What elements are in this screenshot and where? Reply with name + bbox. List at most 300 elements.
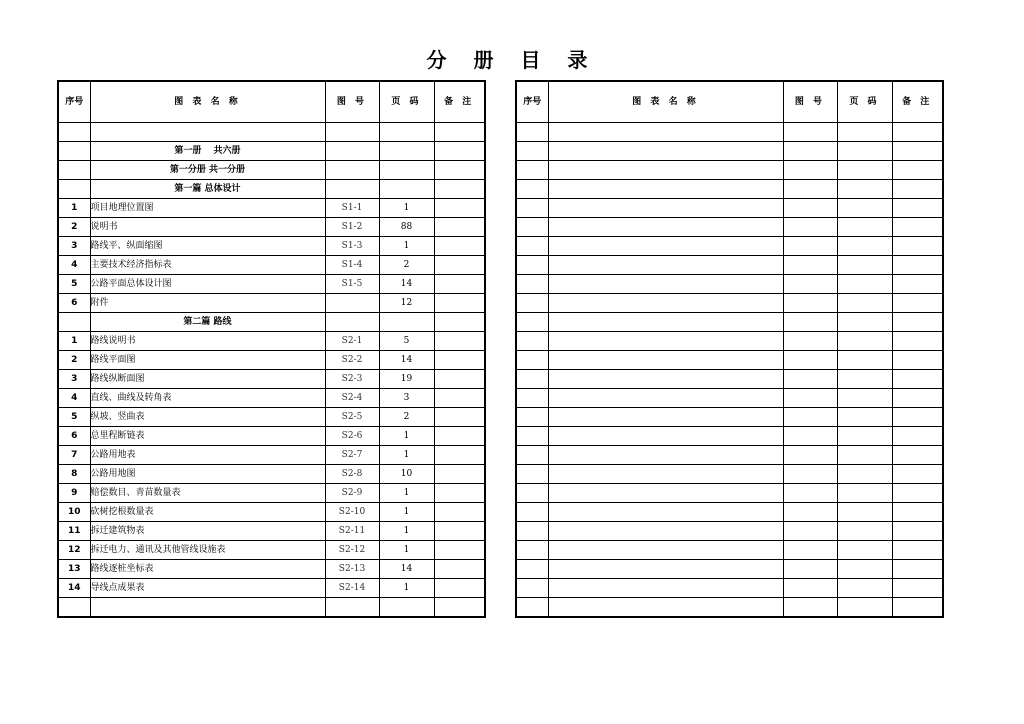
empty-cell [892, 123, 943, 142]
note-cell [434, 275, 485, 294]
page-cell: 1 [379, 522, 434, 541]
page-cell: 88 [379, 218, 434, 237]
empty-cell [837, 579, 892, 598]
section-title-cell: 第一册 共六册 [90, 142, 325, 161]
page-cell: 1 [379, 503, 434, 522]
section-title-cell: 第一分册 共一分册 [90, 161, 325, 180]
empty-cell [837, 598, 892, 618]
empty-cell [892, 465, 943, 484]
empty-cell [516, 332, 548, 351]
page-cell: 5 [379, 332, 434, 351]
empty-cell [516, 199, 548, 218]
empty-row [516, 522, 943, 541]
empty-cell [548, 351, 783, 370]
empty-cell [548, 465, 783, 484]
page-cell [379, 313, 434, 332]
empty-cell [837, 427, 892, 446]
empty-cell [837, 218, 892, 237]
table-row [58, 275, 485, 294]
page-cell [379, 142, 434, 161]
code-cell: S2-6 [325, 427, 379, 446]
seq-cell: 13 [58, 560, 90, 579]
empty-cell [783, 123, 837, 142]
table-row [58, 427, 485, 446]
table-row [58, 389, 485, 408]
empty-cell [516, 408, 548, 427]
code-cell: S2-5 [325, 408, 379, 427]
empty-cell [837, 484, 892, 503]
seq-cell: 5 [58, 408, 90, 427]
empty-cell [548, 123, 783, 142]
empty-cell [548, 560, 783, 579]
seq-cell: 12 [58, 541, 90, 560]
empty-cell [837, 237, 892, 256]
seq-cell: 14 [58, 579, 90, 598]
name-cell: 项目地理位置图 [90, 199, 325, 218]
empty-row [516, 256, 943, 275]
empty-row [516, 237, 943, 256]
code-cell: S2-7 [325, 446, 379, 465]
empty-cell [516, 465, 548, 484]
empty-row [516, 408, 943, 427]
empty-cell [892, 161, 943, 180]
empty-cell [783, 427, 837, 446]
empty-cell [892, 237, 943, 256]
page-cell: 14 [379, 275, 434, 294]
col-seq-header: 序号 [58, 81, 90, 123]
empty-row [516, 541, 943, 560]
empty-cell [837, 503, 892, 522]
code-cell: S2-11 [325, 522, 379, 541]
empty-cell [892, 408, 943, 427]
empty-cell [837, 294, 892, 313]
empty-cell [548, 313, 783, 332]
empty-cell [548, 408, 783, 427]
empty-cell [516, 560, 548, 579]
empty-cell [837, 199, 892, 218]
empty-cell [548, 256, 783, 275]
empty-cell [837, 180, 892, 199]
page-cell: 1 [379, 237, 434, 256]
empty-cell [837, 332, 892, 351]
table-header-row [58, 81, 485, 123]
page-cell [379, 161, 434, 180]
empty-row [516, 484, 943, 503]
empty-row [516, 199, 943, 218]
empty-cell [783, 560, 837, 579]
note-cell [434, 199, 485, 218]
name-cell: 说明书 [90, 218, 325, 237]
empty-cell [783, 503, 837, 522]
note-cell [434, 522, 485, 541]
table-row [58, 484, 485, 503]
empty-cell [783, 237, 837, 256]
empty-row [516, 465, 943, 484]
empty-cell [892, 484, 943, 503]
empty-cell [783, 161, 837, 180]
empty-cell [516, 484, 548, 503]
empty-cell [783, 218, 837, 237]
empty-cell [548, 370, 783, 389]
page-title: 分 册 目 录 [426, 48, 598, 72]
seq-cell: 1 [58, 199, 90, 218]
empty-cell [516, 370, 548, 389]
empty-row [516, 142, 943, 161]
page-cell: 14 [379, 351, 434, 370]
empty-cell [516, 256, 548, 275]
name-cell [90, 123, 325, 142]
empty-row [516, 313, 943, 332]
page-cell: 12 [379, 294, 434, 313]
empty-cell [548, 332, 783, 351]
code-cell [325, 123, 379, 142]
code-cell [325, 161, 379, 180]
empty-cell [548, 294, 783, 313]
note-cell [434, 237, 485, 256]
empty-row [516, 579, 943, 598]
empty-cell [892, 180, 943, 199]
seq-cell: 5 [58, 275, 90, 294]
name-cell: 公路用地图 [90, 465, 325, 484]
empty-cell [783, 313, 837, 332]
empty-row [516, 275, 943, 294]
empty-row [516, 598, 943, 618]
empty-cell [892, 199, 943, 218]
empty-row [516, 389, 943, 408]
seq-cell: 2 [58, 351, 90, 370]
code-cell: S2-2 [325, 351, 379, 370]
table-row [58, 351, 485, 370]
page-cell: 10 [379, 465, 434, 484]
empty-cell [892, 427, 943, 446]
empty-cell [783, 142, 837, 161]
note-cell [434, 332, 485, 351]
page-cell: 1 [379, 446, 434, 465]
index-table-left [57, 80, 486, 618]
empty-cell [516, 294, 548, 313]
note-cell [434, 560, 485, 579]
code-cell [325, 598, 379, 618]
page-cell [379, 598, 434, 618]
empty-cell [783, 351, 837, 370]
note-cell [434, 408, 485, 427]
name-cell: 路线逐桩坐标表 [90, 560, 325, 579]
empty-cell [892, 560, 943, 579]
table-row [58, 560, 485, 579]
code-cell: S2-14 [325, 579, 379, 598]
note-cell [434, 598, 485, 618]
table-row [58, 256, 485, 275]
empty-cell [516, 313, 548, 332]
page-cell: 1 [379, 199, 434, 218]
table-row [58, 370, 485, 389]
note-cell [434, 218, 485, 237]
code-cell: S2-12 [325, 541, 379, 560]
code-cell [325, 142, 379, 161]
table-row [58, 199, 485, 218]
empty-cell [516, 142, 548, 161]
empty-cell [516, 123, 548, 142]
empty-cell [892, 522, 943, 541]
empty-cell [892, 503, 943, 522]
empty-cell [548, 199, 783, 218]
name-cell: 导线点成果表 [90, 579, 325, 598]
empty-cell [783, 541, 837, 560]
table-row [58, 579, 485, 598]
table-row [58, 332, 485, 351]
empty-cell [516, 389, 548, 408]
code-cell: S1-1 [325, 199, 379, 218]
empty-cell [892, 579, 943, 598]
page-cell: 14 [379, 560, 434, 579]
empty-cell [892, 351, 943, 370]
table-row [58, 408, 485, 427]
section-title-cell: 第一篇 总体设计 [90, 180, 325, 199]
section-title-cell: 第二篇 路线 [90, 313, 325, 332]
empty-cell [892, 142, 943, 161]
empty-cell [548, 161, 783, 180]
seq-cell [58, 313, 90, 332]
seq-cell [58, 180, 90, 199]
page-cell: 2 [379, 408, 434, 427]
seq-cell: 6 [58, 294, 90, 313]
empty-cell [837, 313, 892, 332]
empty-cell [548, 180, 783, 199]
empty-cell [837, 351, 892, 370]
seq-cell: 1 [58, 332, 90, 351]
empty-cell [837, 370, 892, 389]
empty-cell [783, 370, 837, 389]
name-cell: 拆迁建筑物表 [90, 522, 325, 541]
empty-cell [837, 275, 892, 294]
page-cell: 19 [379, 370, 434, 389]
empty-cell [548, 237, 783, 256]
empty-cell [548, 218, 783, 237]
page-cell: 1 [379, 484, 434, 503]
seq-cell: 6 [58, 427, 90, 446]
code-cell: S1-5 [325, 275, 379, 294]
empty-cell [892, 389, 943, 408]
note-cell [434, 484, 485, 503]
code-cell: S1-3 [325, 237, 379, 256]
empty-cell [783, 199, 837, 218]
empty-cell [783, 484, 837, 503]
code-cell: S2-8 [325, 465, 379, 484]
empty-cell [892, 370, 943, 389]
empty-cell [783, 446, 837, 465]
name-cell: 拆迁电力、通讯及其他管线设施表 [90, 541, 325, 560]
seq-cell: 7 [58, 446, 90, 465]
seq-cell: 3 [58, 370, 90, 389]
empty-row [516, 123, 943, 142]
empty-cell [548, 275, 783, 294]
empty-cell [837, 161, 892, 180]
empty-cell [783, 408, 837, 427]
section-header-row [58, 161, 485, 180]
note-cell [434, 256, 485, 275]
empty-cell [783, 332, 837, 351]
code-cell: S2-9 [325, 484, 379, 503]
empty-cell [516, 579, 548, 598]
code-cell [325, 294, 379, 313]
seq-cell: 4 [58, 256, 90, 275]
empty-row [516, 332, 943, 351]
empty-cell [783, 522, 837, 541]
empty-cell [548, 446, 783, 465]
col-note-header: 备 注 [892, 81, 943, 123]
empty-row [516, 161, 943, 180]
name-cell: 赔偿数目、青苗数量表 [90, 484, 325, 503]
page-cell: 1 [379, 427, 434, 446]
col-seq-header: 序号 [516, 81, 548, 123]
empty-cell [548, 142, 783, 161]
seq-cell: 10 [58, 503, 90, 522]
empty-row [516, 351, 943, 370]
seq-cell [58, 161, 90, 180]
note-cell [434, 503, 485, 522]
table-row [58, 237, 485, 256]
name-cell: 主要技术经济指标表 [90, 256, 325, 275]
empty-cell [548, 598, 783, 618]
empty-cell [837, 389, 892, 408]
empty-cell [837, 465, 892, 484]
empty-cell [783, 256, 837, 275]
seq-cell: 8 [58, 465, 90, 484]
name-cell: 总里程断链表 [90, 427, 325, 446]
name-cell: 路线纵断面图 [90, 370, 325, 389]
empty-cell [892, 275, 943, 294]
empty-cell [783, 598, 837, 618]
empty-row [516, 503, 943, 522]
empty-cell [548, 522, 783, 541]
page-cell: 3 [379, 389, 434, 408]
note-cell [434, 389, 485, 408]
empty-cell [837, 560, 892, 579]
empty-row [516, 446, 943, 465]
note-cell [434, 313, 485, 332]
table-row [58, 503, 485, 522]
code-cell [325, 313, 379, 332]
empty-row [516, 180, 943, 199]
empty-cell [783, 275, 837, 294]
name-cell: 路线说明书 [90, 332, 325, 351]
seq-cell: 4 [58, 389, 90, 408]
page-cell: 2 [379, 256, 434, 275]
code-cell: S2-1 [325, 332, 379, 351]
col-page-header: 页 码 [379, 81, 434, 123]
seq-cell: 9 [58, 484, 90, 503]
table-row [58, 446, 485, 465]
empty-cell [892, 218, 943, 237]
empty-row [516, 427, 943, 446]
code-cell: S2-4 [325, 389, 379, 408]
empty-cell [892, 541, 943, 560]
empty-cell [548, 427, 783, 446]
empty-cell [892, 313, 943, 332]
empty-cell [892, 294, 943, 313]
blank-row [58, 123, 485, 142]
empty-cell [837, 123, 892, 142]
name-cell [90, 598, 325, 618]
empty-cell [837, 446, 892, 465]
empty-cell [837, 256, 892, 275]
empty-cell [548, 484, 783, 503]
empty-cell [516, 351, 548, 370]
empty-cell [516, 237, 548, 256]
name-cell: 路线平、纵面缩图 [90, 237, 325, 256]
empty-row [516, 560, 943, 579]
col-note-header: 备 注 [434, 81, 485, 123]
empty-cell [892, 332, 943, 351]
empty-cell [548, 389, 783, 408]
seq-cell [58, 598, 90, 618]
empty-cell [516, 598, 548, 618]
empty-cell [783, 294, 837, 313]
empty-cell [548, 503, 783, 522]
name-cell: 附件 [90, 294, 325, 313]
table-row [58, 465, 485, 484]
table-row [58, 541, 485, 560]
empty-cell [516, 522, 548, 541]
empty-cell [548, 541, 783, 560]
table-row [58, 522, 485, 541]
empty-cell [783, 465, 837, 484]
empty-cell [548, 579, 783, 598]
name-cell: 纵坡、竖曲表 [90, 408, 325, 427]
code-cell: S2-10 [325, 503, 379, 522]
name-cell: 路线平面图 [90, 351, 325, 370]
code-cell: S1-2 [325, 218, 379, 237]
note-cell [434, 370, 485, 389]
seq-cell: 11 [58, 522, 90, 541]
empty-cell [516, 446, 548, 465]
empty-cell [516, 161, 548, 180]
col-page-header: 页 码 [837, 81, 892, 123]
name-cell: 公路平面总体设计图 [90, 275, 325, 294]
section-header-row [58, 180, 485, 199]
empty-cell [783, 180, 837, 199]
note-cell [434, 123, 485, 142]
name-cell: 公路用地表 [90, 446, 325, 465]
empty-cell [837, 408, 892, 427]
col-name-header: 图 表 名 称 [90, 81, 325, 123]
col-code-header: 图 号 [783, 81, 837, 123]
code-cell [325, 180, 379, 199]
empty-cell [837, 142, 892, 161]
empty-cell [516, 541, 548, 560]
empty-row [516, 294, 943, 313]
empty-cell [837, 541, 892, 560]
index-table-right [515, 80, 944, 618]
empty-cell [516, 503, 548, 522]
empty-cell [783, 579, 837, 598]
blank-row [58, 598, 485, 618]
empty-cell [516, 218, 548, 237]
note-cell [434, 446, 485, 465]
name-cell: 直线、曲线及转角表 [90, 389, 325, 408]
page-cell [379, 180, 434, 199]
note-cell [434, 351, 485, 370]
code-cell: S1-4 [325, 256, 379, 275]
note-cell [434, 142, 485, 161]
empty-cell [892, 446, 943, 465]
seq-cell [58, 142, 90, 161]
note-cell [434, 541, 485, 560]
col-code-header: 图 号 [325, 81, 379, 123]
seq-cell: 3 [58, 237, 90, 256]
seq-cell: 2 [58, 218, 90, 237]
note-cell [434, 180, 485, 199]
